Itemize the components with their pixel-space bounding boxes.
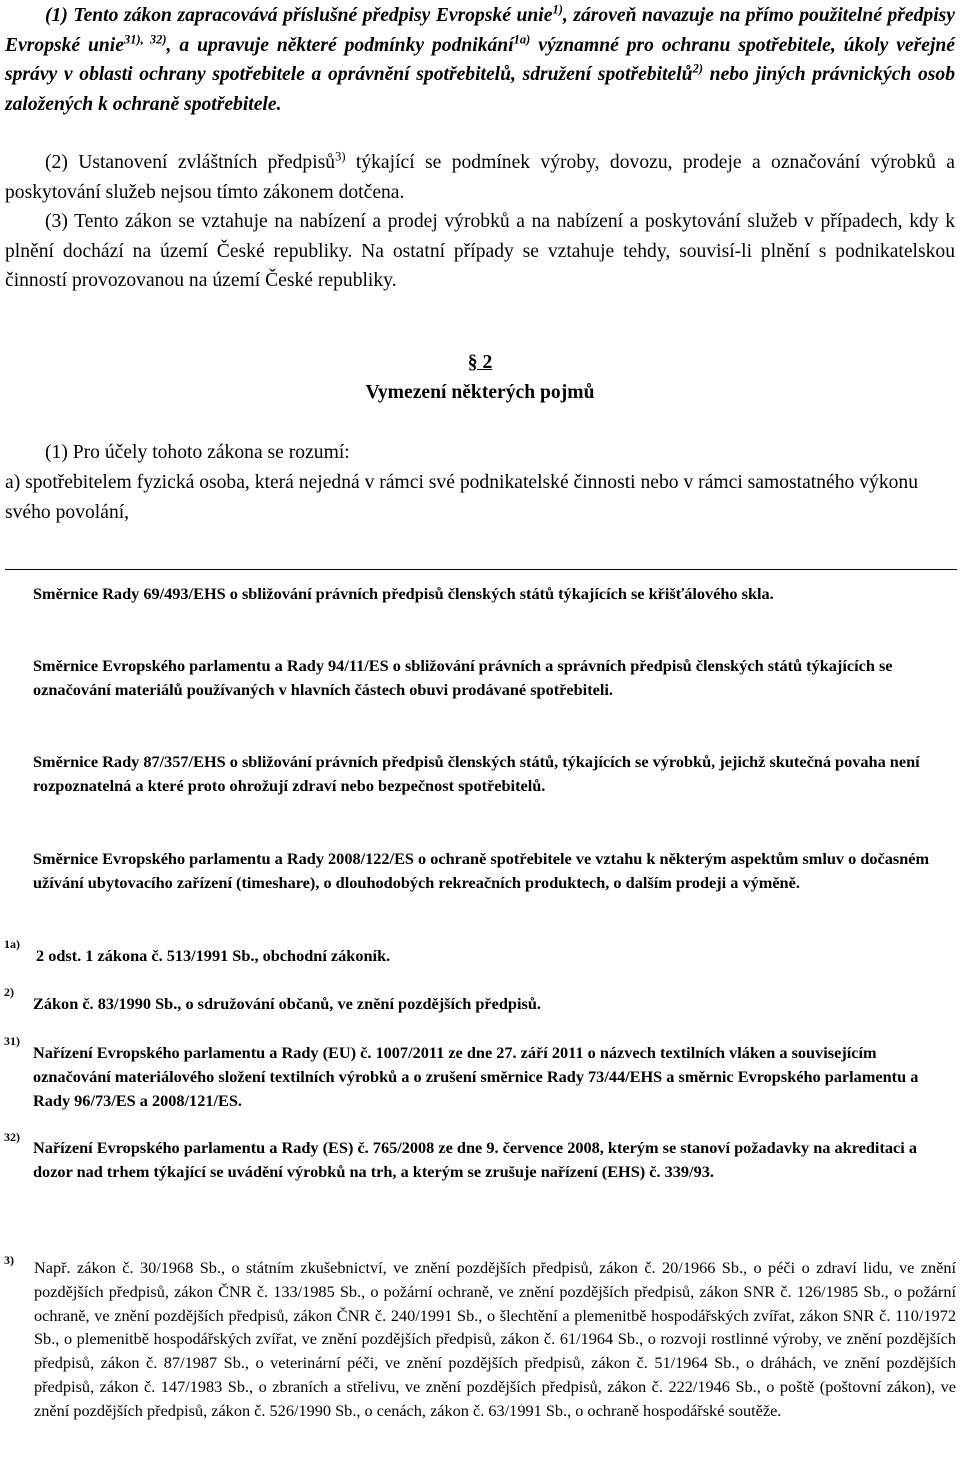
footnote-1-directive-2: Směrnice Evropského parlamentu a Rady 94/11/ES o sbližování právních a správních předpisů členských států týkajících se označování materiálů používaných v hlavních částech obuvi prodávané spotřebiteli. (33, 656, 893, 699)
footnote-ref: 2) (692, 61, 703, 76)
paragraph-1-text: nebo jiných právnických osob založených k ochraně spotřebitele. (5, 64, 955, 115)
footnote-31-text: Nařízení Evropského parlamentu a Rady (EU) č. 1007/2011 ze dne 27. září 2011 o názvech textilních vláken a souvisejícím označování materiálového složení textilních výrobků a o zrušení směrnice Rady 73/44/EHS a směrnic Evropského parlamentu a Rady 96/73/ES a 2008/121/ES. (33, 1043, 919, 1110)
footnote-3: Např. zákon č. 30/1968 Sb., o státním zkušebnictví, ve znění pozdějších předpisů, zákon č. 20/1966 Sb., o péči o zdraví lidu, ve znění pozdějších předpisů, zákon ČNR č. 133/1985 Sb., o požární ochraně, ve znění pozdějších předpisů, zákon SNR č. 126/1985 Sb., o požární ochraně, ve znění pozdějších předpisů, zákon ČNR č. 240/1991 Sb., o šlechtění a plemenitbě hospodářských zvířat, zákon SNR č. 110/1972 Sb., o plemenitbě hospodářských zvířat, ve znění pozdějších předpisů, zákon č. 61/1964 Sb., o rozvoji rostlinné výroby, ve znění pozdějších předpisů, zákon č. 87/1987 Sb., o veterinární péči, ve znění pozdějších předpisů, zákon č. 51/1964 Sb., o dráhách, ve znění pozdějších předpisů, zákon č. 147/1983 Sb., o zbraních a střelivu, ve znění pozdějších předpisů, zákon č. 222/1946 Sb., o poště (poštovní zákon), ve znění pozdějších předpisů, zákon č. 526/1990 Sb., o cenách, zákon č. 63/1991 Sb., o ochraně hospodářské soutěže. (34, 1258, 956, 1420)
footnote-ref: 31), 32) (123, 32, 167, 47)
footnote-ref: 1a) (513, 32, 531, 47)
paragraph-3 (5, 207, 955, 296)
paragraph-2 (5, 148, 955, 207)
footnote-marker-1a: 1a) (4, 937, 20, 951)
footnote-1-directive-3: Směrnice Rady 87/357/EHS o sbližování právních předpisů členských států, týkajících se výrobků, jejichž skutečná povaha není rozpoznatelná a které proto ohrožují zdraví nebo bezpečnost spotřebitelů. (33, 752, 920, 795)
section-number (0, 352, 960, 374)
paragraph-4: (1) Pro účely tohoto zákona se rozumí: (45, 442, 350, 463)
paragraph-5: a) spotřebitelem fyzická osoba, která nejedná v rámci své podnikatelské činnosti nebo v rámci samostatného výkonu svého povolání, (5, 472, 919, 523)
footnote-32: Nařízení Evropského parlamentu a Rady (ES) č. 765/2008 ze dne 9. července 2008, kterým se stanoví požadavky na akreditaci a dozor nad trhem týkající se uvádění výrobků na trh, a kterým se zrušuje nařízení (EHS) č. 339/93. (33, 1138, 917, 1181)
footnote-marker-31: 31) (4, 1034, 20, 1048)
footnote-2: Zákon č. 83/1990 Sb., o sdružování občanů, ve znění pozdějších předpisů. (33, 994, 541, 1013)
paragraph-1 (5, 1, 955, 119)
footnote-marker-32: 32) (4, 1130, 20, 1144)
paragraph-1-text: významné pro ochranu spotřebitele, úkoly veřejné správy v oblasti ochrany spotřebitele a oprávnění spotřebitelů, sdružení spotřebitelů (5, 34, 955, 86)
footnote-marker-2: 2) (4, 985, 14, 999)
footnote-31 (33, 1041, 953, 1112)
paragraph-3-text: (3) Tento zákon se vztahuje na nabízení a prodej výrobků a na nabízení a poskytování služeb v případech, kdy k plnění dochází na území České republiky. Na ostatní případy se vztahuje tehdy, souvisí-li plnění s podnikatelskou činností provozovanou na území České republiky. (5, 211, 955, 292)
paragraph-1-text: (1) Tento zákon zapracovává příslušné předpisy Evropské unie (45, 5, 553, 26)
footnote-1-directive-1: Směrnice Rady 69/493/EHS o sbližování právních předpisů členských států týkajících se křišťálového skla. (33, 584, 774, 603)
section-number-text: § 2 (467, 352, 493, 373)
paragraph-1-text: , a upravuje některé podmínky podnikání (166, 34, 514, 56)
footnote-1a: 2 odst. 1 zákona č. 513/1991 Sb., obchodní zákoník. (36, 946, 391, 965)
paragraph-2-text: (2) Ustanovení zvláštních předpisů (45, 152, 336, 173)
section-title: Vymezení některých pojmů (365, 382, 595, 403)
footnote-ref: 1) (552, 2, 563, 17)
footnote-1-directive-4: Směrnice Evropského parlamentu a Rady 2008/122/ES o ochraně spotřebitele ve vztahu k některým aspektům smluv o dočasném užívání ubytovacího zařízení (timeshare), o dlouhodobých rekreačních produktech, o dalším prodeji a výměně. (33, 849, 930, 892)
paragraph-2-text: týkající se podmínek výroby, dovozu, prodeje a označování výrobků a poskytování služeb nejsou tímto zákonem dotčena. (5, 152, 955, 203)
paragraph-1-text: , zároveň navazuje na přímo použitelné předpisy Evropské unie (5, 5, 955, 56)
footnote-marker-3: 3) (4, 1253, 14, 1267)
footnote-separator (5, 569, 957, 570)
footnote-ref: 3) (335, 149, 346, 164)
